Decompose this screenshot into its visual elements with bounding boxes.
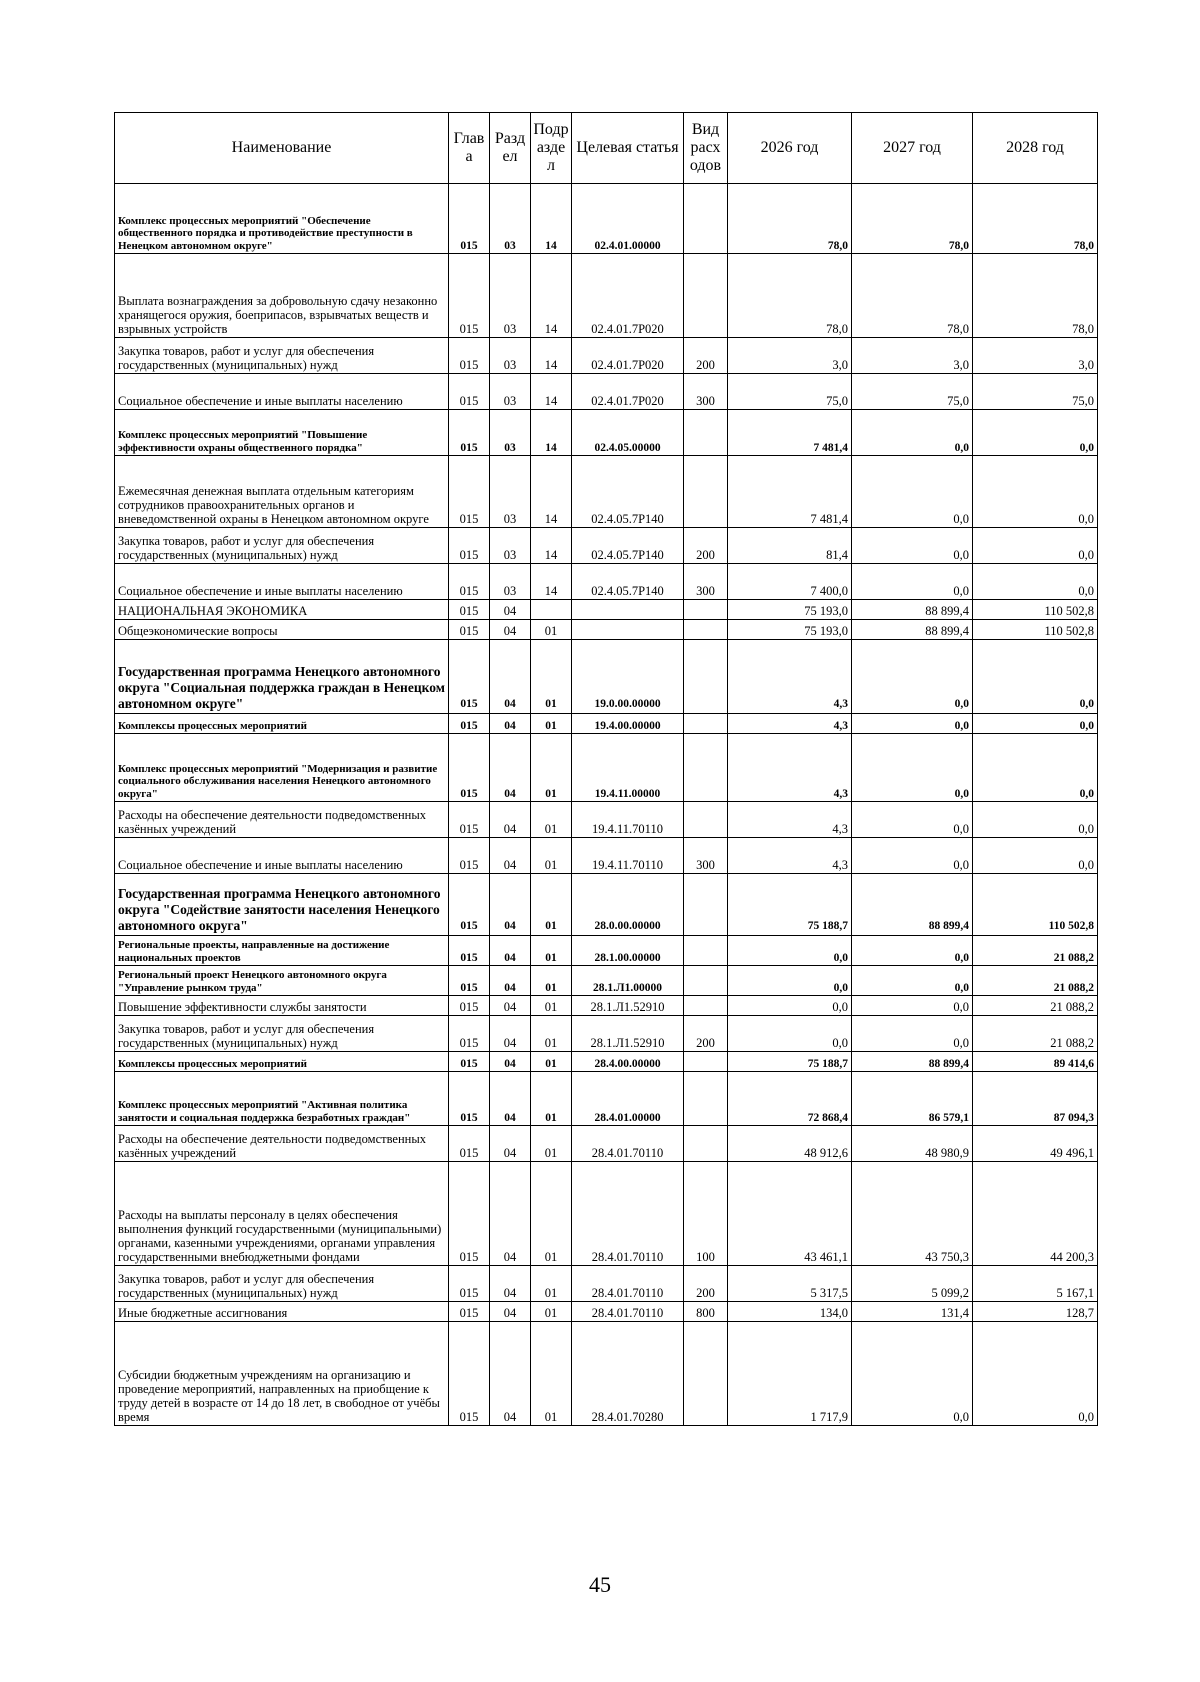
cell-y2028: 89 414,6	[973, 1052, 1098, 1072]
cell-y2026: 75,0	[728, 374, 852, 410]
cell-podrazdel: 01	[531, 620, 572, 640]
cell-y2028: 49 496,1	[973, 1126, 1098, 1162]
cell-y2028: 78,0	[973, 184, 1098, 254]
cell-y2026: 5 317,5	[728, 1266, 852, 1302]
cell-statya: 28.1.Л1.52910	[572, 1016, 684, 1052]
cell-podrazdel: 01	[531, 936, 572, 966]
cell-y2026: 1 717,9	[728, 1322, 852, 1426]
cell-y2027: 0,0	[852, 1322, 973, 1426]
table-row	[115, 802, 1098, 838]
cell-y2027: 5 099,2	[852, 1266, 973, 1302]
cell-vid	[684, 640, 728, 714]
cell-vid	[684, 936, 728, 966]
cell-y2028: 21 088,2	[973, 966, 1098, 996]
cell-glava: 015	[449, 1016, 490, 1052]
cell-y2028: 78,0	[973, 254, 1098, 338]
header-razdel: Разд ел	[490, 113, 531, 184]
cell-y2027: 43 750,3	[852, 1162, 973, 1266]
cell-razdel: 04	[490, 838, 531, 874]
cell-y2026: 75 193,0	[728, 620, 852, 640]
table-header-row	[115, 113, 1098, 184]
cell-name: Закупка товаров, работ и услуг для обеспечения государственных (муниципальных) нужд	[115, 528, 449, 564]
cell-statya: 28.0.00.00000	[572, 874, 684, 936]
cell-vid: 300	[684, 838, 728, 874]
table-row	[115, 640, 1098, 714]
header-2026: 2026 год	[728, 113, 852, 184]
cell-podrazdel: 01	[531, 874, 572, 936]
table-row	[115, 966, 1098, 996]
cell-y2026: 75 188,7	[728, 874, 852, 936]
cell-vid	[684, 184, 728, 254]
cell-razdel: 03	[490, 254, 531, 338]
cell-y2027: 0,0	[852, 410, 973, 456]
cell-y2027: 0,0	[852, 838, 973, 874]
cell-y2026: 78,0	[728, 254, 852, 338]
cell-y2026: 78,0	[728, 184, 852, 254]
cell-glava: 015	[449, 734, 490, 802]
cell-razdel: 04	[490, 1126, 531, 1162]
cell-glava: 015	[449, 184, 490, 254]
cell-name: Расходы на выплаты персоналу в целях обеспечения выполнения функций государственными (муниципальными) органами, казенными учреждениями, органами управления государственными внебюджетными фондами	[115, 1162, 449, 1266]
cell-statya: 19.4.11.70110	[572, 802, 684, 838]
cell-statya: 19.4.11.00000	[572, 734, 684, 802]
cell-y2028: 5 167,1	[973, 1266, 1098, 1302]
table-row	[115, 600, 1098, 620]
cell-y2027: 75,0	[852, 374, 973, 410]
cell-razdel: 04	[490, 802, 531, 838]
cell-razdel: 04	[490, 1322, 531, 1426]
cell-razdel: 04	[490, 1052, 531, 1072]
cell-podrazdel: 14	[531, 184, 572, 254]
cell-statya: 28.4.00.00000	[572, 1052, 684, 1072]
cell-name: Закупка товаров, работ и услуг для обеспечения государственных (муниципальных) нужд	[115, 1016, 449, 1052]
cell-glava: 015	[449, 564, 490, 600]
cell-y2028: 0,0	[973, 410, 1098, 456]
cell-statya: 28.1.Л1.52910	[572, 996, 684, 1016]
cell-y2028: 87 094,3	[973, 1072, 1098, 1126]
cell-podrazdel: 01	[531, 1126, 572, 1162]
table-row	[115, 838, 1098, 874]
cell-statya	[572, 620, 684, 640]
cell-y2027: 88 899,4	[852, 620, 973, 640]
cell-razdel: 04	[490, 1016, 531, 1052]
cell-y2026: 7 481,4	[728, 456, 852, 528]
cell-vid: 200	[684, 1016, 728, 1052]
cell-glava: 015	[449, 1302, 490, 1322]
cell-podrazdel: 14	[531, 528, 572, 564]
cell-y2028: 21 088,2	[973, 1016, 1098, 1052]
table-row	[115, 1302, 1098, 1322]
cell-glava: 015	[449, 338, 490, 374]
cell-statya: 02.4.01.7Р020	[572, 374, 684, 410]
page-number: 45	[589, 1572, 611, 1597]
cell-glava: 015	[449, 1322, 490, 1426]
cell-statya: 28.4.01.70110	[572, 1266, 684, 1302]
cell-name: Комплекс процессных мероприятий "Активная политика занятости и социальная поддержка безработных граждан"	[115, 1072, 449, 1126]
cell-razdel: 04	[490, 936, 531, 966]
cell-statya: 28.4.01.70110	[572, 1162, 684, 1266]
cell-statya: 02.4.01.7Р020	[572, 338, 684, 374]
cell-y2027: 0,0	[852, 1016, 973, 1052]
cell-y2028: 0,0	[973, 714, 1098, 734]
cell-podrazdel: 01	[531, 734, 572, 802]
cell-glava: 015	[449, 640, 490, 714]
table-row	[115, 1266, 1098, 1302]
cell-statya: 28.4.01.00000	[572, 1072, 684, 1126]
cell-statya: 28.4.01.70280	[572, 1322, 684, 1426]
cell-glava: 015	[449, 802, 490, 838]
cell-razdel: 04	[490, 1266, 531, 1302]
table-row	[115, 1162, 1098, 1266]
cell-podrazdel: 14	[531, 564, 572, 600]
cell-vid	[684, 966, 728, 996]
cell-y2028: 0,0	[973, 838, 1098, 874]
cell-glava: 015	[449, 1072, 490, 1126]
table-row	[115, 1126, 1098, 1162]
cell-vid: 100	[684, 1162, 728, 1266]
table-row	[115, 1322, 1098, 1426]
cell-podrazdel	[531, 600, 572, 620]
cell-y2028: 0,0	[973, 640, 1098, 714]
cell-name: Выплата вознаграждения за добровольную сдачу незаконно хранящегося оружия, боеприпасов, взрывчатых веществ и взрывных устройств	[115, 254, 449, 338]
cell-vid	[684, 714, 728, 734]
cell-statya: 19.4.00.00000	[572, 714, 684, 734]
cell-y2026: 4,3	[728, 734, 852, 802]
cell-y2028: 0,0	[973, 734, 1098, 802]
cell-statya: 02.4.05.7Р140	[572, 456, 684, 528]
header-podrazdel: Подр азде л	[531, 113, 572, 184]
cell-glava: 015	[449, 838, 490, 874]
table-row	[115, 1016, 1098, 1052]
cell-y2027: 0,0	[852, 564, 973, 600]
cell-name: Социальное обеспечение и иные выплаты населению	[115, 564, 449, 600]
table-row	[115, 564, 1098, 600]
cell-glava: 015	[449, 254, 490, 338]
table-row	[115, 338, 1098, 374]
table-row	[115, 936, 1098, 966]
cell-podrazdel: 01	[531, 838, 572, 874]
cell-razdel: 04	[490, 1302, 531, 1322]
cell-vid: 200	[684, 1266, 728, 1302]
cell-razdel: 03	[490, 374, 531, 410]
table-row	[115, 620, 1098, 640]
cell-name: Иные бюджетные ассигнования	[115, 1302, 449, 1322]
cell-vid	[684, 802, 728, 838]
cell-y2026: 75 188,7	[728, 1052, 852, 1072]
cell-razdel: 04	[490, 640, 531, 714]
cell-name: Комплекс процессных мероприятий "Повышение эффективности охраны общественного порядка"	[115, 410, 449, 456]
cell-vid	[684, 1052, 728, 1072]
table-row	[115, 410, 1098, 456]
table-row	[115, 528, 1098, 564]
cell-glava: 015	[449, 1266, 490, 1302]
cell-vid	[684, 996, 728, 1016]
cell-glava: 015	[449, 410, 490, 456]
cell-y2027: 78,0	[852, 254, 973, 338]
cell-name: Общеэкономические вопросы	[115, 620, 449, 640]
cell-razdel: 03	[490, 410, 531, 456]
cell-vid	[684, 410, 728, 456]
cell-razdel: 03	[490, 528, 531, 564]
cell-statya: 28.1.00.00000	[572, 936, 684, 966]
cell-razdel: 04	[490, 966, 531, 996]
cell-vid	[684, 874, 728, 936]
cell-y2026: 0,0	[728, 1016, 852, 1052]
cell-y2026: 0,0	[728, 996, 852, 1016]
cell-y2027: 88 899,4	[852, 1052, 973, 1072]
header-vid: Вид расх одов	[684, 113, 728, 184]
cell-name: Субсидии бюджетным учреждениям на организацию и проведение мероприятий, направленных на приобщение к труду детей в возрасте от 14 до 18 лет, в свободное от учёбы время	[115, 1322, 449, 1426]
cell-podrazdel: 01	[531, 1266, 572, 1302]
cell-y2027: 78,0	[852, 184, 973, 254]
header-2028: 2028 год	[973, 113, 1098, 184]
cell-statya: 02.4.05.7Р140	[572, 528, 684, 564]
cell-y2026: 7 400,0	[728, 564, 852, 600]
cell-y2026: 72 868,4	[728, 1072, 852, 1126]
cell-name: Комплексы процессных мероприятий	[115, 714, 449, 734]
cell-y2026: 7 481,4	[728, 410, 852, 456]
cell-statya: 28.4.01.70110	[572, 1302, 684, 1322]
cell-name: Социальное обеспечение и иные выплаты населению	[115, 374, 449, 410]
cell-y2027: 0,0	[852, 996, 973, 1016]
cell-podrazdel: 01	[531, 714, 572, 734]
cell-razdel: 04	[490, 600, 531, 620]
header-glava: Глав а	[449, 113, 490, 184]
cell-y2027: 131,4	[852, 1302, 973, 1322]
table-row	[115, 254, 1098, 338]
cell-y2026: 4,3	[728, 714, 852, 734]
cell-podrazdel: 01	[531, 966, 572, 996]
cell-glava: 015	[449, 374, 490, 410]
table-row	[115, 184, 1098, 254]
header-2027: 2027 год	[852, 113, 973, 184]
cell-y2027: 3,0	[852, 338, 973, 374]
table-row	[115, 1072, 1098, 1126]
cell-razdel: 04	[490, 1162, 531, 1266]
cell-y2028: 110 502,8	[973, 620, 1098, 640]
table-row	[115, 734, 1098, 802]
cell-glava: 015	[449, 714, 490, 734]
cell-y2027: 0,0	[852, 528, 973, 564]
cell-podrazdel: 14	[531, 254, 572, 338]
cell-podrazdel: 14	[531, 410, 572, 456]
table-row	[115, 456, 1098, 528]
cell-statya: 19.0.00.00000	[572, 640, 684, 714]
cell-vid	[684, 1126, 728, 1162]
cell-y2026: 134,0	[728, 1302, 852, 1322]
header-name: Наименование	[115, 113, 449, 184]
cell-statya	[572, 600, 684, 620]
cell-y2028: 21 088,2	[973, 936, 1098, 966]
cell-name: Социальное обеспечение и иные выплаты населению	[115, 838, 449, 874]
cell-glava: 015	[449, 874, 490, 936]
cell-y2026: 3,0	[728, 338, 852, 374]
cell-vid	[684, 456, 728, 528]
cell-razdel: 03	[490, 564, 531, 600]
cell-vid	[684, 1072, 728, 1126]
cell-glava: 015	[449, 1052, 490, 1072]
cell-statya: 19.4.11.70110	[572, 838, 684, 874]
cell-razdel: 04	[490, 874, 531, 936]
cell-y2028: 0,0	[973, 564, 1098, 600]
cell-glava: 015	[449, 528, 490, 564]
cell-y2027: 0,0	[852, 456, 973, 528]
cell-y2028: 128,7	[973, 1302, 1098, 1322]
cell-y2028: 110 502,8	[973, 600, 1098, 620]
cell-y2027: 0,0	[852, 966, 973, 996]
cell-y2028: 44 200,3	[973, 1162, 1098, 1266]
cell-y2027: 88 899,4	[852, 600, 973, 620]
cell-name: Комплексы процессных мероприятий	[115, 1052, 449, 1072]
cell-y2028: 0,0	[973, 802, 1098, 838]
cell-name: Региональный проект Ненецкого автономного округа "Управление рынком труда"	[115, 966, 449, 996]
cell-y2027: 86 579,1	[852, 1072, 973, 1126]
cell-podrazdel: 01	[531, 802, 572, 838]
budget-table-sheet	[114, 112, 1097, 1426]
cell-statya: 02.4.01.00000	[572, 184, 684, 254]
cell-glava: 015	[449, 936, 490, 966]
cell-podrazdel: 01	[531, 1162, 572, 1266]
cell-razdel: 04	[490, 620, 531, 640]
cell-y2027: 0,0	[852, 802, 973, 838]
cell-vid: 200	[684, 528, 728, 564]
cell-name: Государственная программа Ненецкого автономного округа "Содействие занятости населения Ненецкого автономного округа"	[115, 874, 449, 936]
cell-podrazdel: 01	[531, 1016, 572, 1052]
cell-statya: 02.4.05.7Р140	[572, 564, 684, 600]
cell-y2026: 4,3	[728, 640, 852, 714]
cell-vid	[684, 600, 728, 620]
cell-vid	[684, 734, 728, 802]
cell-razdel: 04	[490, 714, 531, 734]
cell-name: Региональные проекты, направленные на достижение национальных проектов	[115, 936, 449, 966]
cell-y2026: 0,0	[728, 966, 852, 996]
cell-podrazdel: 01	[531, 640, 572, 714]
cell-podrazdel: 01	[531, 1302, 572, 1322]
cell-glava: 015	[449, 966, 490, 996]
cell-statya: 28.1.Л1.00000	[572, 966, 684, 996]
cell-y2026: 48 912,6	[728, 1126, 852, 1162]
cell-name: Государственная программа Ненецкого автономного округа "Социальная поддержка граждан в Ненецком автономном округе"	[115, 640, 449, 714]
cell-y2027: 0,0	[852, 936, 973, 966]
cell-podrazdel: 01	[531, 996, 572, 1016]
cell-y2026: 81,4	[728, 528, 852, 564]
cell-glava: 015	[449, 620, 490, 640]
cell-razdel: 04	[490, 996, 531, 1016]
cell-podrazdel: 14	[531, 338, 572, 374]
budget-table	[114, 112, 1098, 1426]
cell-podrazdel: 14	[531, 374, 572, 410]
cell-glava: 015	[449, 1162, 490, 1266]
cell-name: Комплекс процессных мероприятий "Модернизация и развитие социального обслуживания населения Ненецкого автономного округа"	[115, 734, 449, 802]
cell-name: Расходы на обеспечение деятельности подведомственных казённых учреждений	[115, 802, 449, 838]
cell-razdel: 03	[490, 456, 531, 528]
cell-y2028: 110 502,8	[973, 874, 1098, 936]
cell-name: Комплекс процессных мероприятий "Обеспечение общественного порядка и противодействие преступности в Ненецком автономном округе"	[115, 184, 449, 254]
cell-name: НАЦИОНАЛЬНАЯ ЭКОНОМИКА	[115, 600, 449, 620]
cell-podrazdel: 14	[531, 456, 572, 528]
cell-y2028: 0,0	[973, 528, 1098, 564]
cell-name: Ежемесячная денежная выплата отдельным категориям сотрудников правоохранительных органов и вневедомственной охраны в Ненецком автономном округе	[115, 456, 449, 528]
cell-vid	[684, 1322, 728, 1426]
cell-razdel: 04	[490, 1072, 531, 1126]
cell-y2026: 4,3	[728, 802, 852, 838]
cell-glava: 015	[449, 1126, 490, 1162]
cell-vid: 300	[684, 374, 728, 410]
cell-y2028: 21 088,2	[973, 996, 1098, 1016]
cell-razdel: 04	[490, 734, 531, 802]
cell-y2028: 0,0	[973, 456, 1098, 528]
table-row	[115, 714, 1098, 734]
cell-y2026: 43 461,1	[728, 1162, 852, 1266]
cell-name: Повышение эффективности службы занятости	[115, 996, 449, 1016]
cell-glava: 015	[449, 600, 490, 620]
cell-y2027: 0,0	[852, 734, 973, 802]
cell-statya: 02.4.05.00000	[572, 410, 684, 456]
cell-vid: 300	[684, 564, 728, 600]
cell-name: Закупка товаров, работ и услуг для обеспечения государственных (муниципальных) нужд	[115, 1266, 449, 1302]
cell-vid	[684, 620, 728, 640]
cell-y2027: 0,0	[852, 640, 973, 714]
header-statya: Целевая статья	[572, 113, 684, 184]
cell-podrazdel: 01	[531, 1052, 572, 1072]
cell-y2028: 75,0	[973, 374, 1098, 410]
cell-glava: 015	[449, 456, 490, 528]
cell-glava: 015	[449, 996, 490, 1016]
cell-podrazdel: 01	[531, 1322, 572, 1426]
cell-statya: 02.4.01.7Р020	[572, 254, 684, 338]
cell-razdel: 03	[490, 338, 531, 374]
cell-statya: 28.4.01.70110	[572, 1126, 684, 1162]
table-row	[115, 374, 1098, 410]
cell-y2028: 3,0	[973, 338, 1098, 374]
cell-vid: 800	[684, 1302, 728, 1322]
cell-razdel: 03	[490, 184, 531, 254]
cell-y2027: 0,0	[852, 714, 973, 734]
cell-y2026: 75 193,0	[728, 600, 852, 620]
table-row	[115, 996, 1098, 1016]
cell-podrazdel: 01	[531, 1072, 572, 1126]
cell-y2026: 4,3	[728, 838, 852, 874]
cell-y2027: 88 899,4	[852, 874, 973, 936]
cell-vid: 200	[684, 338, 728, 374]
cell-y2028: 0,0	[973, 1322, 1098, 1426]
cell-name: Расходы на обеспечение деятельности подведомственных казённых учреждений	[115, 1126, 449, 1162]
cell-vid	[684, 254, 728, 338]
table-row	[115, 874, 1098, 936]
cell-name: Закупка товаров, работ и услуг для обеспечения государственных (муниципальных) нужд	[115, 338, 449, 374]
cell-y2026: 0,0	[728, 936, 852, 966]
table-row	[115, 1052, 1098, 1072]
cell-y2027: 48 980,9	[852, 1126, 973, 1162]
